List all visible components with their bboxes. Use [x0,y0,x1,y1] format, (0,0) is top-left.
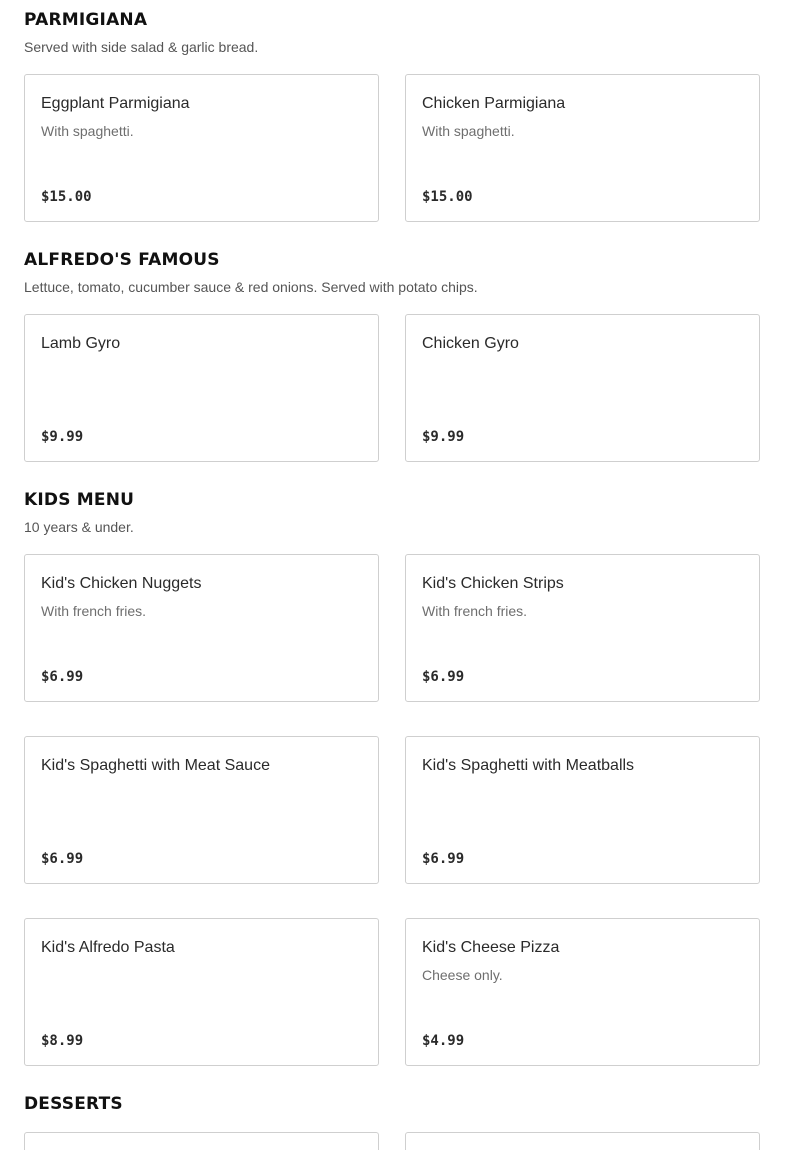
item-name: Chicken Gyro [422,335,519,352]
menu-item-card[interactable] [405,74,760,222]
item-price: $4.99 [422,1033,465,1049]
item-name: Eggplant Parmigiana [41,95,190,112]
item-description: With spaghetti. [422,123,515,139]
menu-item-card[interactable] [24,314,379,462]
section-description-kids-menu: 10 years & under. [24,519,134,535]
item-price: $9.99 [41,429,84,445]
item-price: $8.99 [41,1033,84,1049]
item-name: Kid's Spaghetti with Meat Sauce [41,757,270,774]
item-name: Kid's Chicken Nuggets [41,575,202,592]
menu-item-card[interactable] [24,1132,379,1150]
item-price: $9.99 [422,429,465,445]
menu-item-card[interactable] [24,74,379,222]
section-description-parmigiana: Served with side salad & garlic bread. [24,39,259,55]
item-name: Lamb Gyro [41,335,121,352]
item-name: Kid's Cheese Pizza [422,939,560,956]
item-description: With french fries. [422,603,528,619]
item-name: Chicken Parmigiana [422,95,566,112]
menu-item-card[interactable] [405,554,760,702]
item-price: $15.00 [41,189,92,205]
section-title-desserts: DESSERTS [24,1094,123,1114]
item-name: Kid's Spaghetti with Meatballs [422,757,635,774]
section-title-parmigiana: PARMIGIANA [24,10,148,30]
item-price: $15.00 [422,189,473,205]
item-name: Kid's Chicken Strips [422,575,564,592]
menu-item-card[interactable] [405,1132,760,1150]
menu-item-card[interactable] [405,314,760,462]
section-title-alfredos-famous: ALFREDO'S FAMOUS [24,250,220,270]
item-price: $6.99 [41,851,84,867]
item-name: Kid's Alfredo Pasta [41,939,175,956]
menu-item-card[interactable] [405,736,760,884]
section-title-kids-menu: KIDS MENU [24,490,135,510]
section-description-alfredos-famous: Lettuce, tomato, cucumber sauce & red onions. Served with potato chips. [24,279,478,295]
item-description: With spaghetti. [41,123,134,139]
menu-item-card[interactable] [24,918,379,1066]
menu-item-card[interactable] [24,736,379,884]
item-description: With french fries. [41,603,147,619]
item-description: Cheese only. [422,967,503,983]
item-price: $6.99 [422,669,465,685]
item-price: $6.99 [41,669,84,685]
menu-item-card[interactable] [405,918,760,1066]
item-price: $6.99 [422,851,465,867]
menu-item-card[interactable] [24,554,379,702]
